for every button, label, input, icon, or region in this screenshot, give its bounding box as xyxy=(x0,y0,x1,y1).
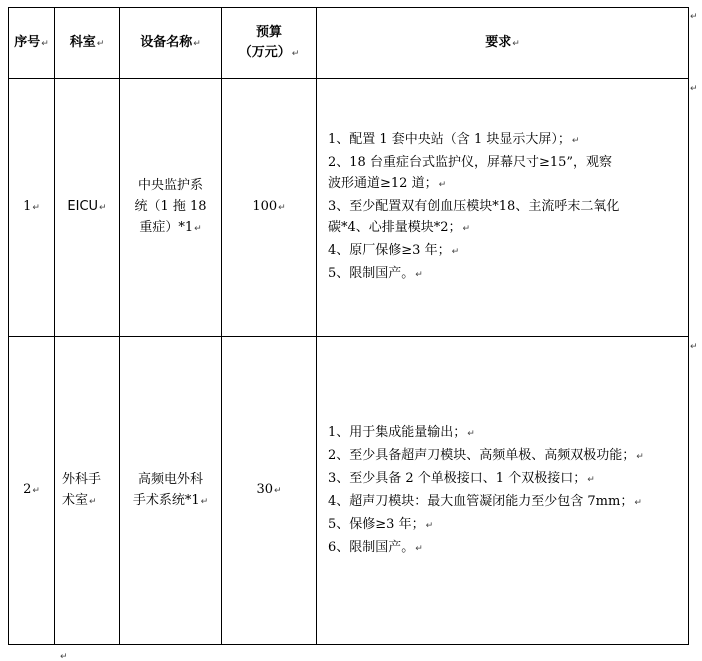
requirement-line: 5、限制国产。↵ xyxy=(328,266,423,281)
table-row xyxy=(9,337,689,645)
table-header-row xyxy=(9,8,689,79)
header-budget: 预算 （万元）↵ xyxy=(222,8,317,79)
row1-budget: 100↵ xyxy=(222,79,317,337)
row2-dept: 外科手 术室↵ xyxy=(55,337,120,645)
row-end-mark: ↵ xyxy=(690,84,698,94)
paragraph-mark: ↵ xyxy=(60,652,68,660)
row1-no: 1↵ xyxy=(9,79,55,337)
row-end-mark: ↵ xyxy=(690,342,698,352)
row1-requirements xyxy=(317,79,689,337)
header-requirements: 要求↵ xyxy=(317,8,689,79)
row1-dept: EICU↵ xyxy=(55,79,120,337)
requirement-line: 2、至少具备超声刀模块、高频单极、高频双极功能；↵ xyxy=(328,447,644,463)
requirement-line: 4、原厂保修≥3 年；↵ xyxy=(328,243,460,258)
row2-requirements xyxy=(317,337,689,645)
row2-budget: 30↵ xyxy=(222,337,317,645)
row2-device: 高频电外科 手术系统*1↵ xyxy=(120,337,222,645)
header-no: 序号↵ xyxy=(9,8,55,79)
requirement-line: 1、配置 1 套中央站（含 1 块显示大屏）；↵ xyxy=(328,132,580,147)
requirement-line: 6、限制国产。↵ xyxy=(328,539,423,555)
row-end-mark: ↵ xyxy=(690,12,698,22)
header-device: 设备名称↵ xyxy=(120,8,222,79)
requirement-line: 3、至少配置双有创血压模块*18、主流呼末二氧化 xyxy=(328,199,620,214)
requirement-line: 4、超声刀模块：最大血管凝闭能力至少包含 7mm；↵ xyxy=(328,493,642,509)
requirement-line: 5、保修≥3 年；↵ xyxy=(328,516,434,532)
row2-no: 2↵ xyxy=(9,337,55,645)
header-dept: 科室↵ xyxy=(55,8,120,79)
requirement-line: 碳*4、心排量模块*2；↵ xyxy=(328,220,471,235)
requirement-line: 2、18 台重症台式监护仪，屏幕尺寸≥15”，观察 xyxy=(328,155,613,170)
requirement-line: 波形通道≥12 道；↵ xyxy=(328,176,447,191)
table-row xyxy=(9,79,689,337)
procurement-table xyxy=(8,7,689,645)
requirement-line: 3、至少具备 2 个单极接口、1 个双极接口；↵ xyxy=(328,470,595,486)
requirement-line: 1、用于集成能量输出；↵ xyxy=(328,424,475,440)
row1-device: 中央监护系 统（1 拖 18 重症）*1↵ xyxy=(120,79,222,337)
